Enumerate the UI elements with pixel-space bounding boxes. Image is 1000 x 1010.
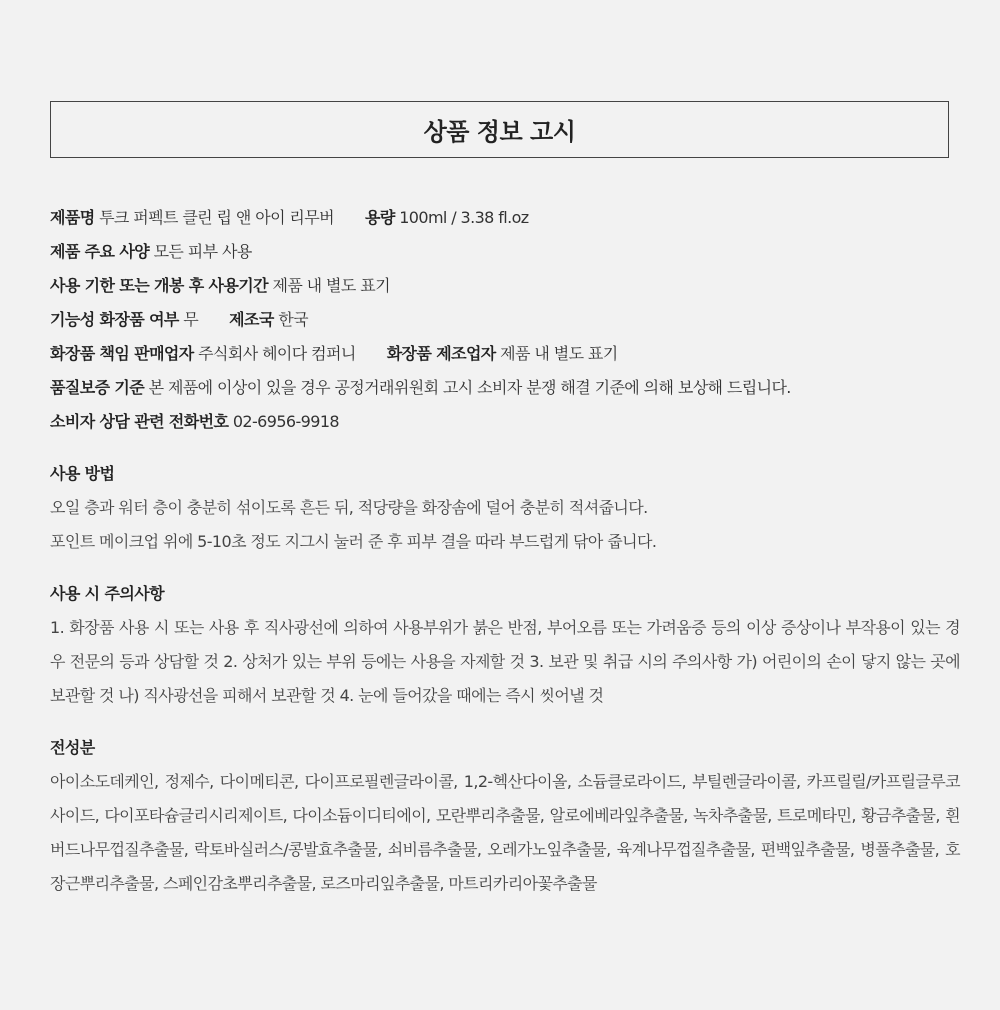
- manufacturer-value: 제품 내 별도 표기: [500, 344, 618, 363]
- caution-text: 1. 화장품 사용 시 또는 사용 후 직사광선에 의하여 사용부위가 붉은 반점, 부어오름 또는 가려움증 등의 이상 증상이나 부작용이 있는 경우 전문의 등과 상담할 것 2. 상처가 있는 부위 등에는 사용을 자제할 것 3. 보관 및 취급 시의 주의사항 가) 어린이의 손이 닿지 않는 곳에 보관할 것 나) 직사광선을 피해서 보관할 것 4. 눈에 들어갔을 때에는 즉시 씻어낼 것: [50, 618, 960, 705]
- info-line-warranty: [50, 371, 960, 405]
- phone-value: 02-6956-9918: [232, 412, 339, 431]
- ingredients-text: 아이소도데케인, 정제수, 다이메티콘, 다이프로필렌글라이콜, 1,2-헥산다이올, 소듐클로라이드, 부틸렌글라이콜, 카프릴릴/카프릴글루코사이드, 다이포타슘글리시리제이트, 다이소듐이디티에이, 모란뿌리추출물, 알로에베라잎추출물, 녹차추출물, 트로메타민, 황금추출물, 흰버드나무껍질추출물, 락토바실러스/콩발효추출물, 쇠비름추출물, 오레가노잎추출물, 육계나무껍질추출물, 편백잎추출물, 병풀추출물, 호장근뿌리추출물, 스페인감초뿌리추출물, 로즈마리잎추출물, 마트리카리아꽃추출물: [50, 772, 960, 893]
- page-title: 상품 정보 고시: [423, 118, 576, 146]
- ingredients-section: [50, 731, 960, 901]
- warranty-value: 본 제품에 이상이 있을 경우 공정거래위원회 고시 소비자 분쟁 해결 기준에 의해 보상해 드립니다.: [148, 378, 791, 397]
- manufacturer-label: 화장품 제조업자: [386, 344, 496, 363]
- info-line-phone: [50, 405, 960, 439]
- volume-value: 100ml / 3.38 fl.oz: [399, 208, 529, 227]
- country-label: 제조국: [229, 310, 274, 329]
- volume-label: 용량: [364, 208, 395, 227]
- ingredients-heading: 전성분: [50, 738, 95, 757]
- product-name-label: 제품명: [50, 208, 95, 227]
- expiry-value: 제품 내 별도 표기: [272, 276, 390, 295]
- seller-value: 주식회사 헤이다 컴퍼니: [198, 344, 356, 363]
- product-name-value: 투크 퍼펙트 클린 립 앤 아이 리무버: [99, 208, 334, 227]
- info-line-functional: [50, 303, 960, 337]
- product-info-content: [50, 201, 960, 901]
- spec-label: 제품 주요 사양: [50, 242, 150, 261]
- expiry-label: 사용 기한 또는 개봉 후 사용기간: [50, 276, 268, 295]
- info-line-spec: [50, 235, 960, 269]
- spec-value: 모든 피부 사용: [153, 242, 252, 261]
- warranty-label: 품질보증 기준: [50, 378, 145, 397]
- caution-heading: 사용 시 주의사항: [50, 584, 164, 603]
- functional-label: 기능성 화장품 여부: [50, 310, 179, 329]
- usage-line-2: 포인트 메이크업 위에 5-10초 정도 지그시 눌러 준 후 피부 결을 따라 부드럽게 닦아 줍니다.: [50, 532, 657, 551]
- usage-line-1: 오일 층과 워터 층이 충분히 섞이도록 흔든 뒤, 적당량을 화장솜에 덜어 충분히 적셔줍니다.: [50, 498, 648, 517]
- usage-section: [50, 457, 960, 559]
- country-value: 한국: [278, 310, 308, 329]
- info-line-expiry: [50, 269, 960, 303]
- title-box: [50, 101, 949, 158]
- caution-section: [50, 577, 960, 713]
- info-line-seller: [50, 337, 960, 371]
- phone-label: 소비자 상담 관련 전화번호: [50, 412, 229, 431]
- functional-value: 무: [183, 310, 199, 329]
- seller-label: 화장품 책임 판매업자: [50, 344, 194, 363]
- info-line-product-name: [50, 201, 960, 235]
- usage-heading: 사용 방법: [50, 464, 115, 483]
